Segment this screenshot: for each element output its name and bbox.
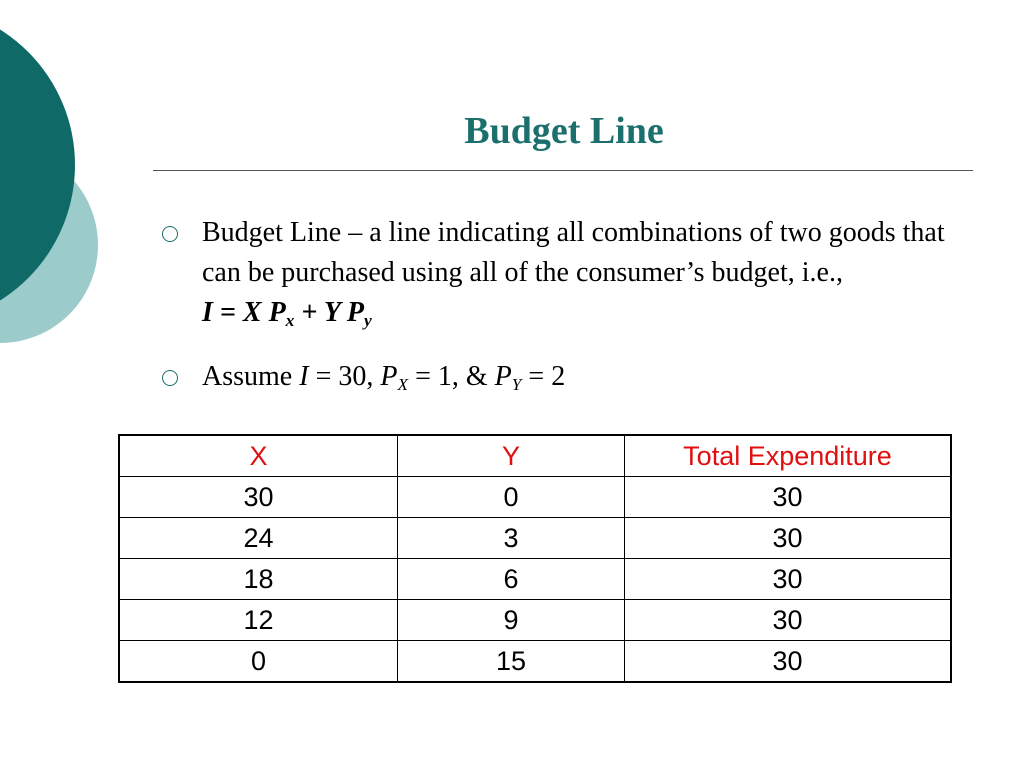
table-row bbox=[119, 518, 951, 559]
cell-x: 18 bbox=[119, 559, 398, 600]
title-divider bbox=[153, 170, 973, 171]
hollow-circle-bullet-icon bbox=[162, 370, 178, 386]
header-total-expenditure: Total Expenditure bbox=[625, 435, 952, 477]
table-row bbox=[119, 559, 951, 600]
bullet-list bbox=[162, 213, 972, 397]
slide-title: Budget Line bbox=[464, 110, 664, 152]
assumption-text: Assume I = 30, $P_X = 1$, & $P_Y = 2$ bbox=[202, 361, 566, 395]
budget-table bbox=[118, 434, 952, 683]
cell-total: 30 bbox=[625, 559, 952, 600]
cell-total: 30 bbox=[625, 477, 952, 518]
definition-text: Budget Line – a line indicating all combinations of two goods that can be purchased using all of the consumer’s budget, i.e., bbox=[202, 217, 945, 288]
cell-x: 30 bbox=[119, 477, 398, 518]
cell-y: 0 bbox=[398, 477, 625, 518]
bullet-assumption bbox=[162, 357, 972, 397]
cell-x: 12 bbox=[119, 600, 398, 641]
table-row bbox=[119, 600, 951, 641]
header-x: X bbox=[119, 435, 398, 477]
table-header-row bbox=[119, 435, 951, 477]
table-row bbox=[119, 477, 951, 518]
definition-text-block bbox=[202, 213, 972, 333]
hollow-circle-bullet-icon bbox=[162, 226, 178, 242]
table-row bbox=[119, 641, 951, 683]
cell-y: 15 bbox=[398, 641, 625, 683]
cell-total: 30 bbox=[625, 518, 952, 559]
cell-total: 30 bbox=[625, 600, 952, 641]
header-y: Y bbox=[398, 435, 625, 477]
decorative-circles bbox=[0, 0, 110, 410]
cell-total: 30 bbox=[625, 641, 952, 683]
cell-x: 0 bbox=[119, 641, 398, 683]
cell-x: 24 bbox=[119, 518, 398, 559]
cell-y: 6 bbox=[398, 559, 625, 600]
budget-equation: I = X $P_x + Y$ $P_y$ bbox=[202, 297, 372, 331]
bullet-definition bbox=[162, 213, 972, 333]
budget-table-container bbox=[118, 434, 952, 683]
cell-y: 9 bbox=[398, 600, 625, 641]
cell-y: 3 bbox=[398, 518, 625, 559]
